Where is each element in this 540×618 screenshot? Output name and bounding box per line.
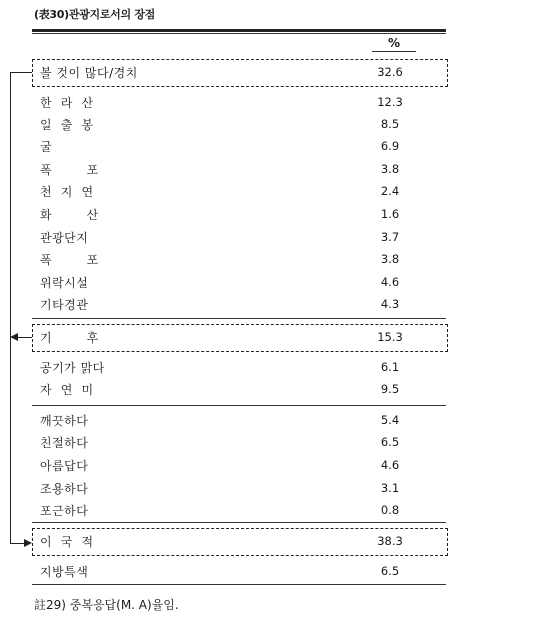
table-row	[40, 113, 440, 135]
percent-underline	[372, 51, 416, 52]
row-value: 3.8	[380, 162, 400, 176]
row-label: 기타경관	[40, 297, 89, 312]
footnote: 註29) 중복응답(M. A)율임.	[34, 598, 179, 612]
table-row	[40, 454, 440, 476]
top-rule	[32, 29, 446, 32]
row-label: 폭 포	[40, 252, 99, 267]
row-value: 3.8	[380, 252, 400, 266]
row-value: 2.4	[380, 184, 400, 198]
row-value: 3.7	[380, 230, 400, 244]
table-row	[40, 226, 440, 248]
row-label: 깨끗하다	[40, 413, 89, 428]
table-row	[40, 293, 440, 315]
row-value: 1.6	[380, 207, 400, 221]
percent-header: %	[388, 36, 401, 50]
row-label: 아름답다	[40, 458, 89, 473]
bracket-line	[10, 72, 12, 544]
row-label: 폭 포	[40, 162, 99, 177]
top-rule-thin	[32, 33, 446, 34]
table-row	[40, 499, 440, 521]
table-row	[40, 135, 440, 157]
row-label: 천 지 연	[40, 184, 94, 199]
table-row	[40, 91, 440, 113]
row-label: 지방특색	[40, 564, 89, 579]
row-label: 자 연 미	[40, 382, 94, 397]
table-title: (表30)관광지로서의 장점	[34, 8, 155, 21]
table-row	[40, 271, 440, 293]
section-divider	[32, 405, 446, 406]
row-value: 12.3	[377, 95, 403, 109]
table-row	[40, 248, 440, 270]
row-value: 6.5	[380, 435, 400, 449]
row-label: 일 출 봉	[40, 117, 94, 132]
table-row	[40, 378, 440, 400]
row-value: 3.1	[380, 481, 400, 495]
table-row	[40, 158, 440, 180]
row-label: 화 산	[40, 207, 99, 222]
table-row	[40, 560, 440, 582]
row-label: 기 후	[40, 330, 99, 345]
row-label: 이 국 적	[40, 534, 94, 549]
table-row	[40, 431, 440, 453]
row-value: 5.4	[380, 413, 400, 427]
row-value: 32.6	[377, 65, 403, 79]
bracket-bottom-line	[10, 543, 24, 544]
table-row	[40, 203, 440, 225]
row-value: 4.6	[380, 458, 400, 472]
section-divider	[32, 522, 446, 523]
row-value: 38.3	[377, 534, 403, 548]
row-value: 6.5	[380, 564, 400, 578]
row-label: 관광단지	[40, 230, 89, 245]
row-label: 굴	[40, 139, 53, 154]
row-label: 공기가 맑다	[40, 360, 105, 375]
row-value: 9.5	[380, 382, 400, 396]
table-row	[40, 477, 440, 499]
row-value: 8.5	[380, 117, 400, 131]
row-value: 4.6	[380, 275, 400, 289]
row-label: 친절하다	[40, 435, 89, 450]
row-label: 조용하다	[40, 481, 89, 496]
row-value: 15.3	[377, 330, 403, 344]
row-value: 0.8	[380, 503, 400, 517]
table-row	[40, 530, 440, 552]
table-row	[40, 409, 440, 431]
bottom-rule	[32, 584, 446, 585]
row-label: 위락시설	[40, 275, 89, 290]
row-label: 볼 것이 많다/경치	[40, 65, 138, 80]
row-label: 한 라 산	[40, 95, 94, 110]
row-label: 포근하다	[40, 503, 89, 518]
arrow-left-icon	[10, 333, 18, 341]
row-value: 6.9	[380, 139, 400, 153]
table-row	[40, 180, 440, 202]
bracket-top-line	[10, 72, 32, 73]
table-row	[40, 61, 440, 83]
table-row	[40, 326, 440, 348]
row-value: 4.3	[380, 297, 400, 311]
arrow-right-icon	[24, 539, 32, 547]
row-value: 6.1	[380, 360, 400, 374]
section-divider	[32, 318, 446, 319]
table-row	[40, 356, 440, 378]
